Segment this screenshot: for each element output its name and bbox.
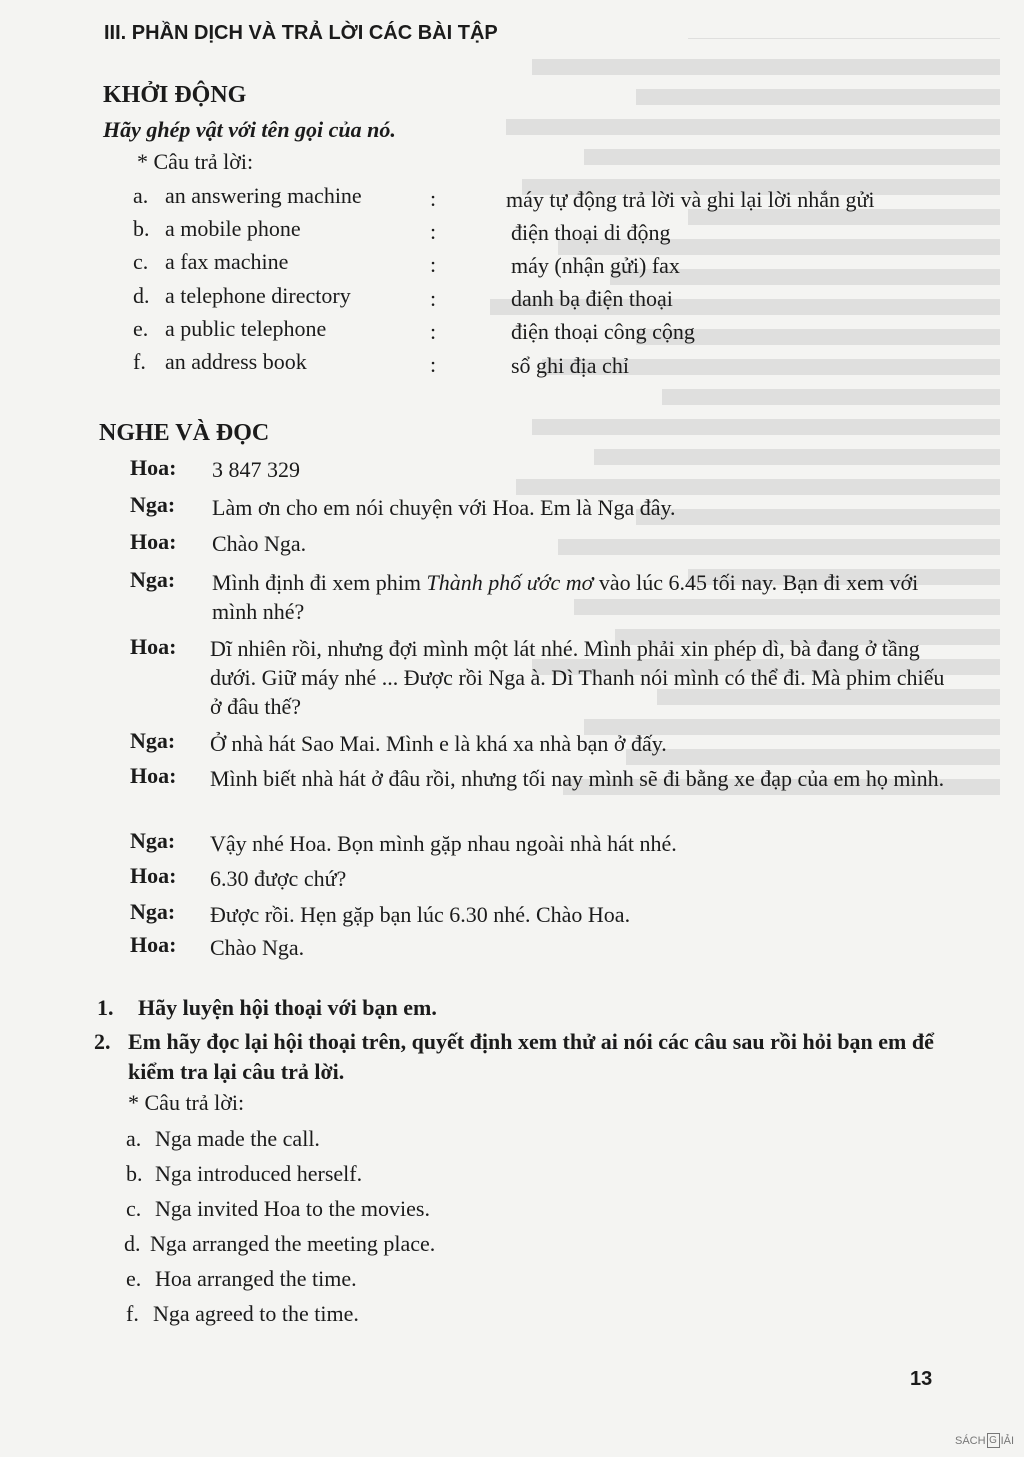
dialogue-text: Được rồi. Hẹn gặp bạn lúc 6.30 nhé. Chào Hoa.	[210, 902, 631, 927]
match-english: an address book	[165, 349, 307, 374]
match-vietnamese: điện thoại công cộng	[511, 319, 695, 344]
match-vietnamese: sổ ghi địa chỉ	[511, 353, 629, 378]
dialogue-text: Vậy nhé Hoa. Bọn mình gặp nhau ngoài nhà hát nhé.	[210, 831, 677, 856]
match-letter: e.	[133, 316, 149, 341]
answer-letter: d.	[124, 1231, 141, 1256]
listen-read-heading: NGHE VÀ ĐỌC	[99, 420, 270, 446]
dialogue-text: Chào Nga.	[210, 935, 305, 960]
speaker-label: Nga:	[130, 728, 176, 753]
match-letter: c.	[133, 249, 149, 274]
match-english: a mobile phone	[165, 216, 301, 241]
answer-text: Hoa arranged the time.	[155, 1266, 357, 1291]
answer-letter: c.	[126, 1196, 142, 1221]
speaker-label: Hoa:	[130, 529, 177, 554]
logo-text-left: SÁCH	[955, 1434, 986, 1447]
match-vietnamese: điện thoại di động	[511, 220, 671, 245]
match-separator: :	[430, 186, 437, 211]
speaker-label: Nga:	[130, 899, 176, 924]
dialogue-text: Dĩ nhiên rồi, nhưng đợi mình một lát nhé. Mình phải xin phép dì, bà đang ở tầng dưới. Giữ máy nhé ... Được rồi Nga à. Dì Thanh nói mình có thể đi. Mà phim chiếu ở đâu thế?	[210, 636, 945, 719]
logo-text-right: IẢI	[1000, 1434, 1015, 1447]
answer-text: Nga agreed to the time.	[153, 1301, 359, 1326]
speaker-label: Nga:	[130, 567, 176, 592]
page-number: 13	[910, 1368, 933, 1390]
warmup-heading: KHỞI ĐỘNG	[103, 82, 247, 108]
match-english: a telephone directory	[165, 283, 351, 308]
match-letter: d.	[133, 283, 150, 308]
dialogue-text: Chào Nga.	[212, 531, 307, 556]
match-vietnamese: máy (nhận gửi) fax	[511, 253, 680, 278]
answer-letter: b.	[126, 1161, 143, 1186]
match-letter: b.	[133, 216, 150, 241]
exercise2-answer-label: * Câu trả lời:	[128, 1090, 245, 1115]
dialogue-text: 6.30 được chứ?	[210, 866, 347, 891]
match-english: a public telephone	[165, 316, 327, 341]
exercise-number: 1.	[97, 995, 114, 1020]
warmup-answer-label: * Câu trả lời:	[137, 149, 254, 174]
speaker-label: Hoa:	[130, 863, 177, 888]
speaker-label: Hoa:	[130, 763, 177, 788]
dialogue-text: 3 847 329	[212, 457, 300, 482]
dialogue-text: Mình biết nhà hát ở đâu rồi, nhưng tối nay mình sẽ đi bằng xe đạp của em họ mình.	[210, 766, 945, 791]
answer-text: Nga introduced herself.	[155, 1161, 363, 1186]
speaker-label: Nga:	[130, 492, 176, 517]
section-title: III. PHẦN DỊCH VÀ TRẢ LỜI CÁC BÀI TẬP	[104, 22, 498, 44]
match-letter: f.	[133, 349, 146, 374]
match-vietnamese: danh bạ điện thoại	[511, 286, 673, 311]
match-separator: :	[430, 352, 437, 377]
answer-letter: e.	[126, 1266, 142, 1291]
dialogue-text: Làm ơn cho em nói chuyện với Hoa. Em là Nga đây.	[212, 495, 676, 520]
answer-text: Nga made the call.	[155, 1126, 320, 1151]
watermark-logo	[955, 1433, 1014, 1448]
answer-letter: f.	[126, 1301, 139, 1326]
dialogue-text-part: Mình định đi xem phim	[212, 570, 427, 595]
dialogue-text: Ở nhà hát Sao Mai. Mình e là khá xa nhà bạn ở đấy.	[210, 731, 667, 756]
match-separator: :	[430, 319, 437, 344]
speaker-label: Nga:	[130, 828, 176, 853]
dialogue-text-part: vào lúc 6.45 tối nay. Bạn đi xem với mình nhé?	[212, 570, 919, 624]
warmup-instruction: Hãy ghép vật với tên gọi của nó.	[103, 117, 396, 142]
match-separator: :	[430, 219, 437, 244]
exercise-number: 2.	[94, 1029, 111, 1054]
answer-text: Nga arranged the meeting place.	[150, 1231, 436, 1256]
match-english: a fax machine	[165, 249, 289, 274]
match-english: an answering machine	[165, 183, 362, 208]
match-letter: a.	[133, 183, 149, 208]
speaker-label: Hoa:	[130, 634, 177, 659]
dialogue-text	[212, 568, 952, 626]
answer-letter: a.	[126, 1126, 142, 1151]
match-separator: :	[430, 286, 437, 311]
speaker-label: Hoa:	[130, 932, 177, 957]
movie-title: Thành phố ước mơ	[426, 570, 594, 595]
match-vietnamese: máy tự động trả lời và ghi lại lời nhắn gửi	[506, 187, 875, 212]
speaker-label: Hoa:	[130, 455, 177, 480]
logo-box: G	[987, 1433, 1000, 1448]
exercise-title: Em hãy đọc lại hội thoại trên, quyết định xem thử ai nói các câu sau rồi hỏi bạn em để kiểm tra lại câu trả lời.	[128, 1029, 934, 1084]
answer-text: Nga invited Hoa to the movies.	[155, 1196, 430, 1221]
match-separator: :	[430, 252, 437, 277]
exercise-title: Hãy luyện hội thoại với bạn em.	[138, 995, 437, 1020]
